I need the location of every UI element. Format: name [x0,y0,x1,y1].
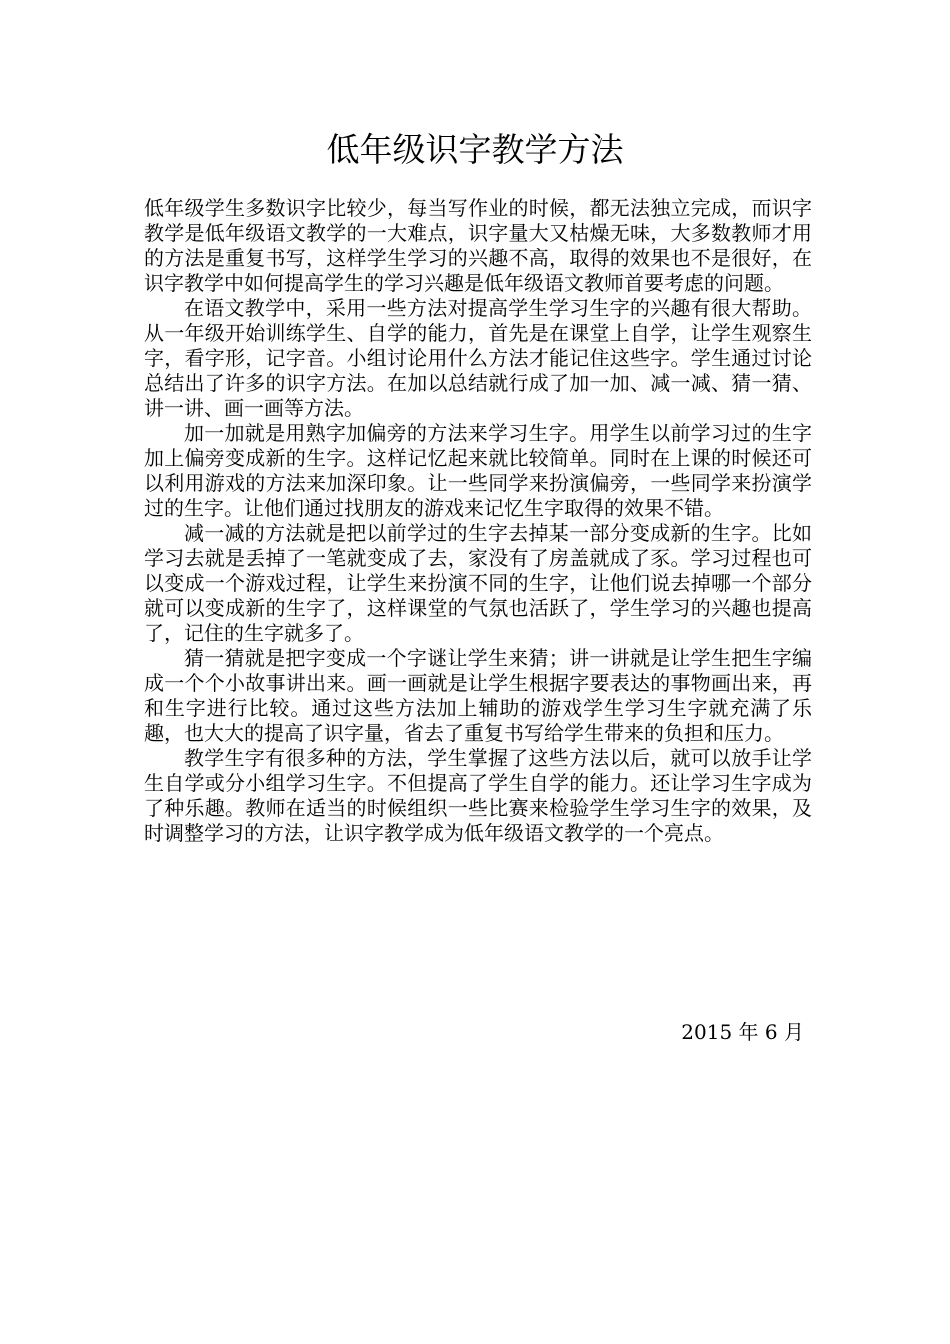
paragraph-add-method: 加一加就是用熟字加偏旁的方法来学习生字。用学生以前学习过的生字加上偏旁变成新的生字。这样记忆起来就比较简单。同时在上课的时候还可以利用游戏的方法来加深印象。让一些同学来扮演偏旁，一些同学来扮演学过的生字。让他们通过找朋友的游戏来记忆生字取得的效果不错。 [144,421,812,520]
paragraph-subtract-method: 减一减的方法就是把以前学过的生字去掉某一部分变成新的生字。比如学习去就是丢掉了一笔就变成了去，家没有了房盖就成了豕。学习过程也可以变成一个游戏过程，让学生来扮演不同的生字，让他们说去掉哪一个部分就可以变成新的生字了，这样课堂的气氛也活跃了，学生学习的兴趣也提高了，记住的生字就多了。 [144,521,812,645]
document-date: 2015 年 6 月 [681,1020,804,1044]
paragraph-intro: 低年级学生多数识字比较少，每当写作业的时候，都无法独立完成，而识字教学是低年级语文教学的一大难点，识字量大又枯燥无味，大多数教师才用的方法是重复书写，这样学生学习的兴趣不高，取得的效果也不是很好，在识字教学中如何提高学生的学习兴趣是低年级语文教师首要考虑的问题。 [144,196,812,295]
paragraph-methods-overview: 在语文教学中，采用一些方法对提高学生学习生字的兴趣有很大帮助。从一年级开始训练学生、自学的能力，首先是在课堂上自学，让学生观察生字，看字形，记字音。小组讨论用什么方法才能记住这些字。学生通过讨论总结出了许多的识字方法。在加以总结就行成了加一加、减一减、猜一猜、讲一讲、画一画等方法。 [144,296,812,420]
paragraph-guess-tell-draw-methods: 猜一猜就是把字变成一个字谜让学生来猜；讲一讲就是让学生把生字编成一个个小故事讲出来。画一画就是让学生根据字要表达的事物画出来，再和生字进行比较。通过这些方法加上辅助的游戏学生学习生字就充满了乐趣，也大大的提高了识字量，省去了重复书写给学生带来的负担和压力。 [144,646,812,745]
document-body [144,196,812,846]
document-title: 低年级识字教学方法 [326,130,624,169]
paragraph-conclusion: 教学生字有很多种的方法，学生掌握了这些方法以后，就可以放手让学生自学或分小组学习生字。不但提高了学生自学的能力。还让学习生字成为了种乐趣。教师在适当的时候组织一些比赛来检验学生学习生字的效果，及时调整学习的方法，让识字教学成为低年级语文教学的一个亮点。 [144,746,812,845]
